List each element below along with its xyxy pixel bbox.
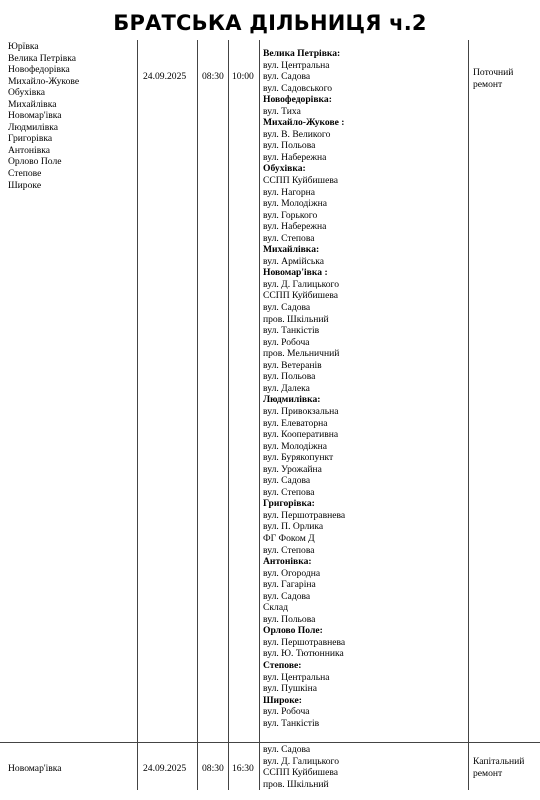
settlement-name: Михайлівка — [8, 98, 57, 110]
settlement-heading: Обухівка: — [263, 163, 306, 175]
settlement-name: Новомар'івка — [8, 763, 62, 774]
street-address: ССПП Куйбишева — [263, 767, 338, 779]
settlement-name: Новомар'івка — [8, 110, 62, 122]
street-address: вул. Молодіжна — [263, 440, 327, 452]
settlement-name: Велика Петрівка — [8, 52, 77, 64]
street-address: вул. Д. Галицького — [263, 755, 340, 767]
street-address: вул. Робоча — [263, 336, 310, 348]
repair-type-text: ремонт — [473, 78, 503, 90]
street-address: вул. Набережна — [263, 221, 327, 233]
street-address: вул. Степова — [263, 232, 315, 244]
street-address: вул. Огородна — [263, 567, 321, 579]
settlement-name: Степове — [8, 168, 42, 180]
street-address: вул. Робоча — [263, 706, 310, 718]
street-address: вул. Урожайна — [263, 463, 322, 475]
street-address: вул. Молодіжна — [263, 198, 327, 210]
street-address: вул. Першотравнева — [263, 636, 346, 648]
street-address: вул. Польова — [263, 371, 316, 383]
street-address: Склад — [263, 602, 288, 614]
street-address: вул. Польова — [263, 140, 316, 152]
column-divider — [228, 40, 229, 790]
street-address: пров. Шкільний — [263, 313, 329, 325]
addresses-cell — [263, 48, 345, 729]
street-address: ФГ Фоком Д — [263, 532, 315, 544]
street-address: вул. Танкістів — [263, 325, 320, 337]
page-title: БРАТСЬКА ДІЛЬНИЦЯ ч.2 — [113, 11, 427, 35]
column-divider — [468, 40, 469, 790]
settlement-name: Антонівка — [8, 144, 51, 156]
settlement-heading: Широке: — [263, 694, 302, 706]
street-address: вул. Садова — [263, 590, 311, 602]
street-address: вул. Кооперативна — [263, 429, 339, 441]
outage-schedule-table — [0, 40, 540, 800]
street-address: вул. Горького — [263, 209, 318, 221]
street-address: вул. Ветеранів — [263, 359, 322, 371]
repair-type-text: Капітальний — [473, 756, 525, 767]
street-address: вул. П. Орлика — [263, 521, 324, 533]
street-address: вул. Д. Галицького — [263, 278, 340, 290]
row-divider — [0, 742, 540, 743]
settlement-heading: Велика Петрівка: — [263, 48, 341, 59]
street-address: вул. Першотравнева — [263, 509, 346, 521]
end-time-cell: 16:30 — [232, 763, 254, 774]
column-divider — [197, 40, 198, 790]
settlement-heading: Орлово Поле: — [263, 625, 323, 637]
settlements-cell — [8, 41, 79, 191]
column-divider — [259, 40, 260, 790]
street-address: вул. Садова — [263, 475, 311, 487]
street-address: вул. Привокзальна — [263, 405, 339, 417]
start-time-cell: 08:30 — [202, 763, 224, 774]
street-address: ССПП Куйбишева — [263, 175, 338, 187]
street-address: вул. Садовського — [263, 82, 333, 94]
repair-type-cell — [473, 67, 513, 90]
settlement-heading: Антонівка: — [263, 556, 312, 568]
end-time-cell: 10:00 — [232, 71, 254, 82]
repair-type-text: Поточний — [473, 67, 514, 78]
settlement-heading: Новомар'івка : — [263, 267, 328, 279]
street-address: вул. Центральна — [263, 59, 330, 71]
settlement-name: Юрївка — [8, 41, 39, 52]
street-address: вул. Ю. Тютюнника — [263, 648, 344, 660]
street-address: вул. Польова — [263, 613, 316, 625]
repair-type-text: ремонт — [473, 767, 503, 779]
settlement-name: Людмилівка — [8, 121, 59, 133]
settlement-name: Обухівка — [8, 87, 46, 99]
settlement-name: Новофедорівка — [8, 64, 70, 76]
date-cell: 24.09.2025 — [143, 763, 187, 774]
settlement-heading: Людмилівка: — [263, 394, 321, 406]
street-address: вул. Пушкіна — [263, 683, 317, 695]
street-address: вул. В. Великого — [263, 128, 331, 140]
street-address: вул. Степова — [263, 486, 315, 498]
street-address: ССПП Куйбишева — [263, 290, 338, 302]
column-divider — [137, 40, 138, 790]
settlement-name: Широке — [8, 179, 42, 191]
date-cell: 24.09.2025 — [143, 71, 187, 82]
street-address: вул. Садова — [263, 71, 311, 83]
street-address: вул. Тиха — [263, 105, 301, 117]
settlement-name: Григорівка — [8, 133, 53, 145]
settlement-heading: Степове: — [263, 659, 302, 671]
settlement-name: Михайло-Жукове — [8, 75, 80, 87]
settlement-heading: Григорівка: — [263, 498, 315, 510]
street-address: вул. Танкістів — [263, 717, 320, 729]
start-time-cell: 08:30 — [202, 71, 224, 82]
street-address: вул. Набережна — [263, 151, 327, 163]
street-address: вул. Степова — [263, 544, 315, 556]
settlements-cell — [8, 763, 62, 775]
settlement-name: Орлово Поле — [8, 156, 62, 168]
street-address: вул. Бурякопункт — [263, 452, 334, 464]
street-address: вул. Далека — [263, 382, 310, 394]
settlement-heading: Михайлівка: — [263, 244, 320, 256]
street-address: вул. Гагаріна — [263, 579, 316, 591]
street-address: пров. Шкільний — [263, 778, 329, 790]
street-address: вул. Садова — [263, 302, 311, 314]
street-address: вул. Садова — [263, 744, 311, 755]
street-address: вул. Армійська — [263, 255, 325, 267]
addresses-cell — [263, 744, 339, 790]
street-address: пров. Мельничний — [263, 348, 340, 360]
repair-type-cell — [473, 756, 524, 779]
street-address: вул. Елеваторна — [263, 417, 328, 429]
settlement-heading: Новофедорівка: — [263, 94, 332, 106]
settlement-heading: Михайло-Жукове : — [263, 117, 345, 129]
street-address: вул. Нагорна — [263, 186, 316, 198]
street-address: вул. Центральна — [263, 671, 330, 683]
